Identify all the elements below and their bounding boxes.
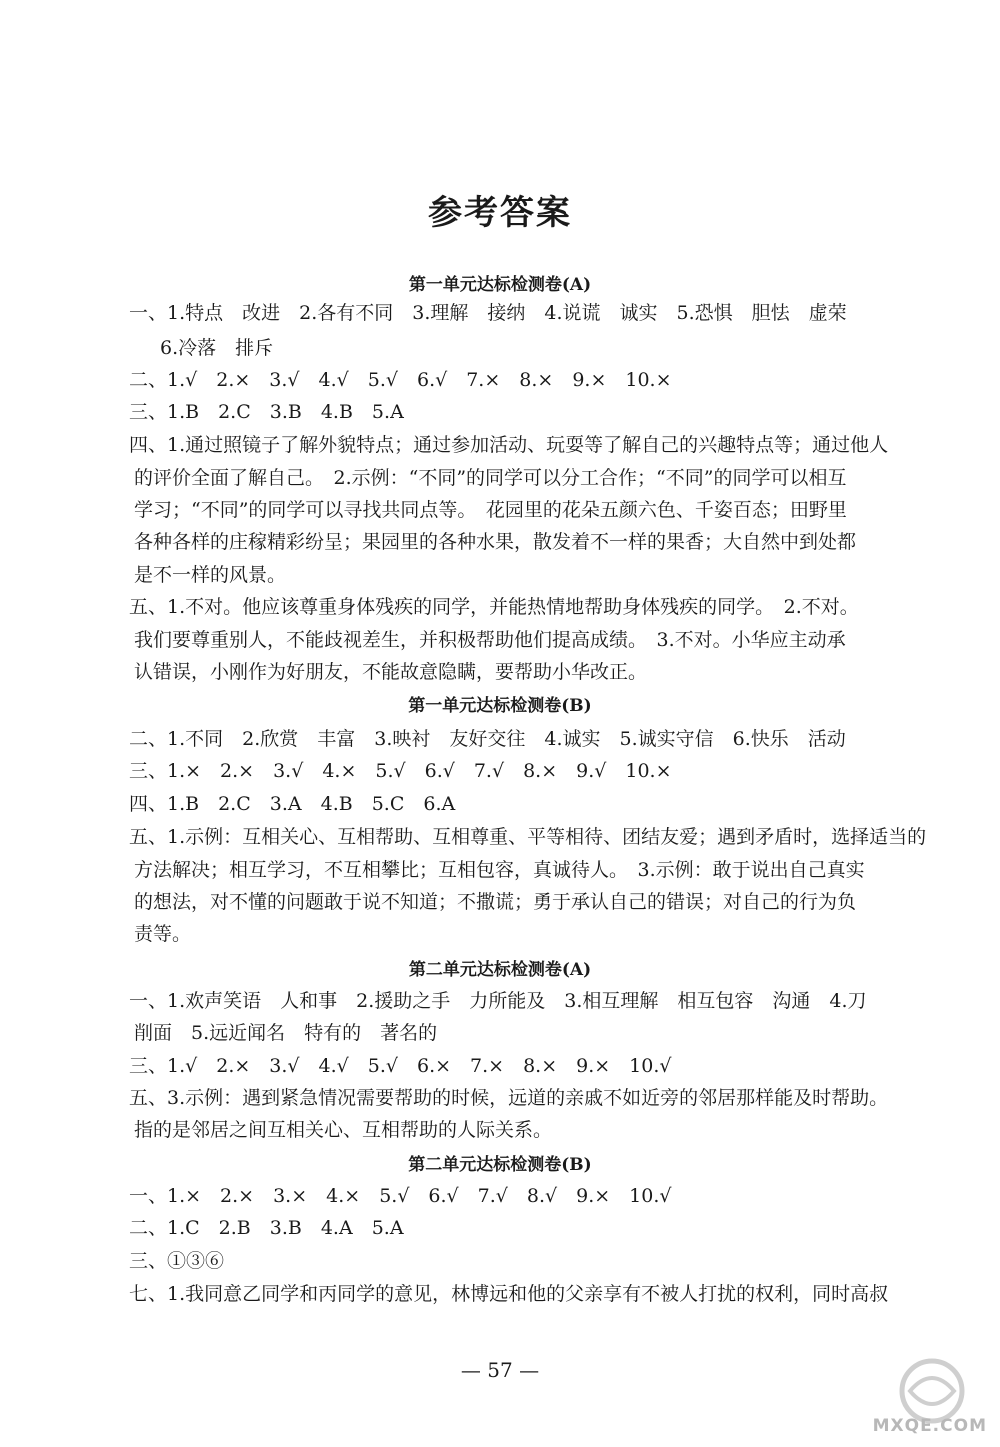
answer-line: 指的是邻居之间互相关心、互相帮助的人际关系。 bbox=[134, 1119, 553, 1141]
answer-line: 方法解决；相互学习，不互相攀比；互相包容，真诚待人。 3.示例：敢于说出自己真实 bbox=[134, 859, 865, 881]
answer-line: 是不一样的风景。 bbox=[134, 564, 287, 586]
answer-line: 二、1.不同 2.欣赏 丰富 3.映衬 友好交往 4.诚实 5.诚实守信 6.快乐 活动 bbox=[129, 728, 846, 750]
answer-line: 一、1.欢声笑语 人和事 2.援助之手 力所能及 3.相互理解 相互包容 沟通 4.刀 bbox=[129, 990, 867, 1012]
answer-line: 6.冷落 排斥 bbox=[160, 337, 274, 359]
answer-line: 削面 5.远近闻名 特有的 著名的 bbox=[134, 1022, 438, 1044]
answer-line: 四、1.通过照镜子了解外貌特点；通过参加活动、玩耍等了解自己的兴趣特点等；通过他人 bbox=[129, 434, 889, 456]
answer-line: 三、1.B 2.C 3.B 4.B 5.A bbox=[129, 401, 404, 423]
answer-line: 各种各样的庄稼精彩纷呈；果园里的各种水果，散发着不一样的果香；大自然中到处都 bbox=[134, 531, 857, 553]
watermark bbox=[870, 1355, 995, 1440]
section-heading: 第二单元达标检测卷(A) bbox=[408, 960, 592, 980]
section-heading: 第二单元达标检测卷(B) bbox=[408, 1155, 592, 1175]
answer-line: 学习；“不同”的同学可以寻找共同点等。 花园里的花朵五颜六色、千姿百态；田野里 bbox=[134, 499, 847, 521]
watermark-text: MXQE.COM bbox=[872, 1416, 987, 1436]
answer-line: 二、1.C 2.B 3.B 4.A 5.A bbox=[129, 1217, 404, 1239]
page-number: — 57 — bbox=[460, 1358, 540, 1382]
answer-line: 四、1.B 2.C 3.A 4.B 5.C 6.A bbox=[129, 793, 456, 815]
answer-line: 五、1.示例：互相关心、互相帮助、互相尊重、平等相待、团结友爱；遇到矛盾时，选择适当的 bbox=[129, 826, 927, 848]
answer-line: 一、1.特点 改进 2.各有不同 3.理解 接纳 4.说谎 诚实 5.恐惧 胆怯 虚荣 bbox=[129, 302, 847, 324]
answer-line: 五、3.示例：遇到紧急情况需要帮助的时候，远道的亲戚不如近旁的邻居那样能及时帮助。 bbox=[129, 1087, 889, 1109]
answer-line: 三、1.√ 2.× 3.√ 4.√ 5.√ 6.× 7.× 8.× 9.× 10.√ bbox=[129, 1055, 672, 1077]
answer-line: 认错误，小刚作为好朋友，不能故意隐瞒，要帮助小华改正。 bbox=[134, 661, 648, 683]
answer-line: 的评价全面了解自己。 2.示例：“不同”的同学可以分工合作；“不同”的同学可以相互 bbox=[134, 467, 847, 489]
answer-line: 二、1.√ 2.× 3.√ 4.√ 5.√ 6.√ 7.× 8.× 9.× 10.× bbox=[129, 369, 672, 391]
answer-line: 七、1.我同意乙同学和丙同学的意见，林博远和他的父亲享有不被人打扰的权利，同时高叔 bbox=[129, 1283, 889, 1305]
answer-line: 五、1.不对。他应该尊重身体残疾的同学，并能热情地帮助身体残疾的同学。 2.不对。 bbox=[129, 596, 859, 618]
section-heading: 第一单元达标检测卷(B) bbox=[408, 696, 592, 716]
answer-line: 一、1.× 2.× 3.× 4.× 5.√ 6.√ 7.√ 8.√ 9.× 10.√ bbox=[129, 1185, 672, 1207]
answer-line: 三、1.× 2.× 3.√ 4.× 5.√ 6.√ 7.√ 8.× 9.√ 10.× bbox=[129, 760, 672, 782]
answer-line: 责等。 bbox=[134, 923, 192, 945]
page-title: 参考答案 bbox=[428, 193, 572, 233]
answer-line: 我们要尊重别人，不能歧视差生，并积极帮助他们提高成绩。 3.不对。小华应主动承 bbox=[134, 629, 846, 651]
section-heading: 第一单元达标检测卷(A) bbox=[408, 275, 592, 295]
answer-line: 的想法，对不懂的问题敢于说不知道；不撒谎；勇于承认自己的错误；对自己的行为负 bbox=[134, 891, 857, 913]
answer-line: 三、①③⑥ bbox=[129, 1250, 225, 1272]
